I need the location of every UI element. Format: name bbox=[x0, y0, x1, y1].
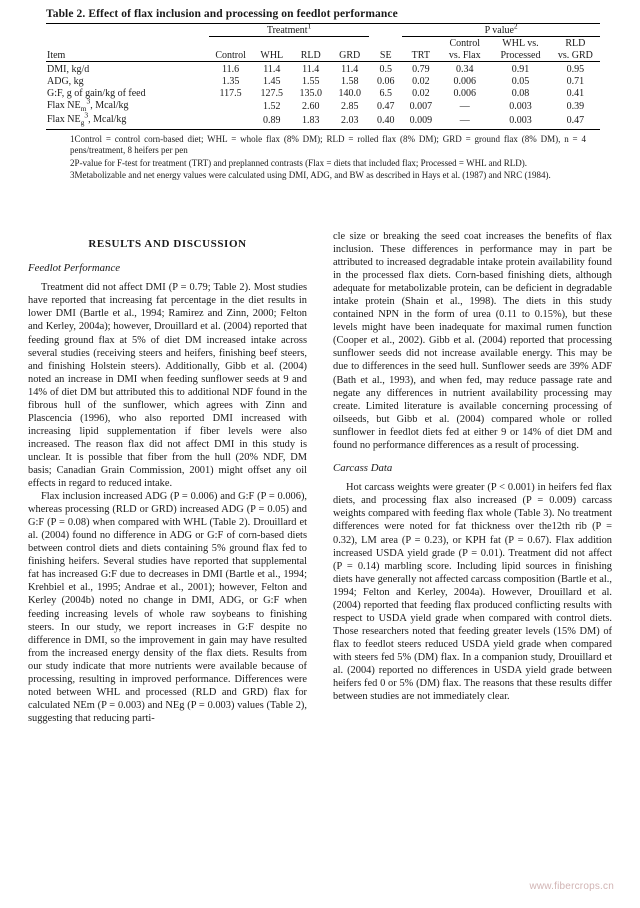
cell: 0.02 bbox=[412, 76, 430, 87]
cell: 0.003 bbox=[509, 101, 532, 112]
article-page bbox=[0, 8, 640, 908]
col-head-whl-vs-proc-l1: WHL vs. bbox=[502, 37, 539, 49]
cell: 1.35 bbox=[221, 76, 240, 87]
cell: 135.0 bbox=[299, 88, 322, 99]
cell: 0.91 bbox=[490, 62, 551, 76]
cell: 0.05 bbox=[511, 76, 530, 87]
col-head-grd: GRD bbox=[339, 49, 361, 61]
cell: — bbox=[439, 114, 490, 130]
cell bbox=[209, 100, 252, 114]
table-subheader-row-1 bbox=[46, 37, 600, 50]
cell: 0.006 bbox=[453, 76, 476, 87]
cell bbox=[209, 114, 252, 130]
subsection-heading-feedlot-performance: Feedlot Performance bbox=[28, 261, 121, 274]
cell: 2.85 bbox=[340, 101, 359, 112]
cell: 11.4 bbox=[291, 62, 330, 76]
table-row bbox=[46, 114, 600, 130]
cell: 2.60 bbox=[302, 101, 320, 112]
cell: 0.007 bbox=[409, 101, 433, 112]
cell: — bbox=[459, 101, 470, 112]
col-head-trt: TRT bbox=[411, 49, 430, 61]
paragraph-continued: cle size or breaking the seed coat increases the benefits of flax inclusion. These differences in performance may in part be attributed to increased degradable intake protein availability found in the processed flax diets. Corn-based finishing diets, although adequate for metabolizable protein, can be deficient in degradable intake protein (Shain et al., 1998). The diets in this study contained NPN in the form of urea (0.11 to 0.15%), but these levels might have been inadequate for maximal rumen function (Cooper et al., 2002). Gibb et al. (2004) reported that processing sunflower seeds did not increase available energy. This may be due to differences in the seed hull. Sunflower seeds are 39% ADF (Bath et al., 1993), and when fed, may reduce passage rate and negate any differences in nutrient availability processing may create. Limited literature is available concerning processing of oilseeds, but Gibb et al. (2004) compared whole or rolled sunflower in feedlot diets fed at either 9 or 14% of diet DM and found no performance differences as a result of processing. bbox=[333, 231, 612, 451]
cell: 0.003 bbox=[490, 114, 551, 130]
cell: 0.79 bbox=[402, 62, 439, 76]
cell: 0.41 bbox=[566, 88, 585, 99]
left-column bbox=[28, 230, 307, 900]
paragraph: Treatment did not affect DMI (P = 0.79; Table 2). Most studies have reported that increasing fat percentage in the diet results in lower DMI (Bartle et al., 1994; Ramirez and Zinn, 2000; Felton and Kerley, 2004a); however, Drouillard et al. (2004) reported that feeding ground flax at 5% of diet DM increased intake across several studies (receiving steers and heifers, finishing beef steers, and finishing Holstein steers). Additionally, Gibb et al. (2004) noted an increase in DMI when feeding sunflower seeds at 9 and 14% of diet DM but attributed this to additional NDF found in the fibrous hull of the sunflower, which agrees with Zinn and Plascencia (1996), who also reported DMI increased with increasing lipid supplementation if fiber levels were also increased. The reason flax did not affect DMI in this study is unclear. It is possible that fiber from the hull (20% NDF, DM basis; Canadian Grain Commission, 2001) might offset any oil effects in regard to reduced intake. bbox=[28, 282, 307, 490]
right-column bbox=[333, 230, 612, 900]
cell: 140.0 bbox=[338, 88, 361, 99]
feedlot-performance-table bbox=[46, 23, 600, 130]
table-row bbox=[46, 88, 600, 100]
group-header-treatment: Treatment$^1$ bbox=[209, 24, 369, 37]
watermark: www.fibercrops.cn bbox=[529, 881, 614, 892]
cell: 0.08 bbox=[511, 88, 530, 99]
table-row bbox=[46, 100, 600, 114]
row-label: ADG, kg bbox=[47, 76, 84, 87]
cell: 1.52 bbox=[263, 101, 281, 112]
table-row bbox=[46, 62, 600, 76]
cell: 117.5 bbox=[219, 88, 242, 99]
body-columns bbox=[28, 230, 612, 900]
subsection-heading-carcass-data: Carcass Data bbox=[333, 461, 393, 474]
cell: 0.40 bbox=[369, 114, 402, 130]
cell: 11.4 bbox=[252, 62, 291, 76]
col-head-rld-vs-grd-l2: vs. GRD bbox=[557, 49, 593, 61]
table-row bbox=[46, 76, 600, 88]
row-label: DMI, kg/d bbox=[46, 62, 209, 76]
cell: 11.4 bbox=[330, 62, 369, 76]
col-head-control-vs-flax-l2: vs. Flax bbox=[448, 49, 481, 61]
cell: 0.02 bbox=[412, 88, 430, 99]
row-label: Flax $NE_m^3$, Mcal/kg bbox=[47, 96, 129, 113]
col-head-control-vs-flax-l1: Control bbox=[449, 37, 481, 49]
cell: 11.6 bbox=[209, 62, 252, 76]
cell: 0.71 bbox=[566, 76, 585, 87]
table-label: Table 2. bbox=[46, 8, 86, 20]
cell: 1.58 bbox=[340, 76, 359, 87]
cell: 0.47 bbox=[376, 101, 395, 112]
table-footnote-1: 1Control = control corn-based diet; WHL = whole flax (8% DM); RLD = rolled flax (8% DM); GRD = ground flax (8% DM), n = 4 pens/treatment, 8 heifers per pen bbox=[70, 134, 586, 156]
col-head-rld-vs-grd-l1: RLD bbox=[565, 37, 586, 49]
cell: 0.5 bbox=[369, 62, 402, 76]
table-header-row bbox=[46, 49, 600, 62]
table-footnote-2: 2P-value for F-test for treatment (TRT) and preplanned contrasts (Flax = diets that included flax; Processed = WHL and RLD). bbox=[70, 157, 527, 168]
cell: 2.03 bbox=[330, 114, 369, 130]
cell: 1.55 bbox=[302, 76, 320, 87]
group-header-pvalue: P value$^2$ bbox=[402, 24, 600, 37]
section-heading: RESULTS AND DISCUSSION bbox=[88, 238, 247, 250]
col-head-whl: WHL bbox=[260, 49, 284, 61]
cell: 1.83 bbox=[291, 114, 330, 130]
cell: 0.95 bbox=[551, 62, 600, 76]
col-head-control: Control bbox=[215, 49, 246, 61]
cell: 0.006 bbox=[453, 88, 476, 99]
table-caption-text: Effect of flax inclusion and processing on feedlot performance bbox=[88, 8, 398, 20]
table-block bbox=[46, 8, 600, 181]
cell: 0.39 bbox=[566, 101, 585, 112]
table-caption bbox=[46, 8, 600, 20]
cell: 1.45 bbox=[263, 76, 281, 87]
row-label: Flax $NE_g^3$, Mcal/kg bbox=[46, 114, 209, 130]
paragraph: Flax inclusion increased ADG (P = 0.006) and G:F (P = 0.006), whereas processing (RLD or GRD) increased ADG (P = 0.05) and G:F (P = 0.08) when compared with WHL (Table 2). Drouillard et al. (2004) found no difference in ADG or G:F of corn-based diets between control diets and diets containing 5% ground flax fed to finishing heifers. Several studies have reported that supplemental fat has increased G:F due to decreases in DMI (Bartle et al., 1994; Krehbiel et al., 1995; Andrae et al., 2001); however, Felton and Kerley (2004b) noted no change in DMI, ADG, or G:F when feeding increasing levels of whole raw soybeans to finishing steers. In our study, we report increases in G:F despite no difference in DMI, so the improvement in gain may have resulted from the increased energy density of the flax diets. Results from our study indicate that more nutrients were available because of processing, resulting in improved performance. Differences were noted between WHL and processed (RLD and GRD) flax for calculated NEm (P = 0.003) and NEg (P = 0.003) values (Table 2), suggesting that reducing parti- bbox=[28, 491, 307, 724]
cell: 127.5 bbox=[260, 88, 284, 99]
row-label: G:F, g of gain/kg of feed bbox=[47, 88, 146, 99]
col-head-whl-vs-proc-l2: Processed bbox=[500, 49, 541, 61]
paragraph: Hot carcass weights were greater (P < 0.001) in heifers fed flax diets, and processing flax also increased (P = 0.009) carcass weights compared with feeding flax whole (Table 3). No treatment differences were noted for fat thickness over the12th rib (P = 0.32), LM area (P = 0.23), or KPH fat (P = 0.67). Flax addition increased USDA yield grade (P = 0.01). Treatment did not affect (P = 0.14) marbling score. Including lipid sources in finishing diets have generally not affected carcass composition (Bartle et al., 1994; Felton and Kerley, 2004a). However, Drouillard et al. (2004) reported that feeding flax produced conflicting results with respect to USDA yield grade when compared with control diets. Those researchers noted that feeding greater levels (15% DM) of flax to feedlot steers reduced USDA yield grade when compared with steers fed 5% (DM) flax. In a companion study, Drouillard et al. (2004) reported no differences in USDA yield grade between heifers fed 0 or 5% (DM) flax. The reasons that these results differ between studies are not immediately clear. bbox=[333, 482, 612, 703]
table-footnote-3: 3Metabolizable and net energy values were calculated using DMI, ADG, and BW as described in Hays et al. (1987) and NRC (1984). bbox=[70, 169, 551, 180]
col-head-se: SE bbox=[379, 49, 392, 61]
cell: 0.009 bbox=[402, 114, 439, 130]
col-head-item: Item bbox=[47, 49, 66, 61]
cell: 6.5 bbox=[379, 88, 392, 99]
cell: 0.34 bbox=[439, 62, 490, 76]
cell: 0.47 bbox=[551, 114, 600, 130]
cell: 0.06 bbox=[376, 76, 395, 87]
table-footnotes bbox=[46, 134, 600, 181]
table-group-header-row bbox=[46, 24, 600, 37]
col-head-rld: RLD bbox=[300, 49, 321, 61]
cell: 0.89 bbox=[252, 114, 291, 130]
